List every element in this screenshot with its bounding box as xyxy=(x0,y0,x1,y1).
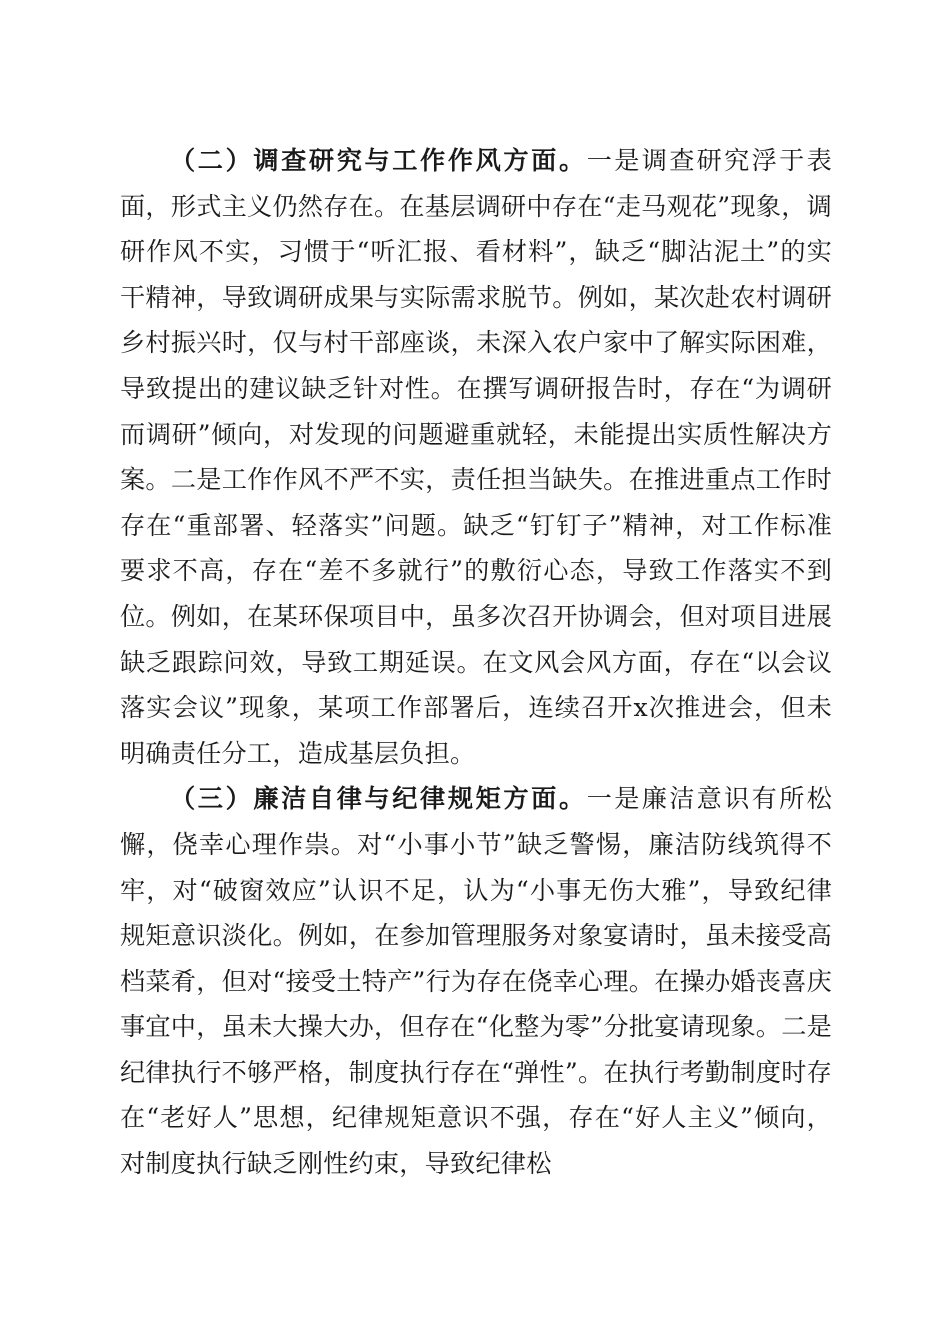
paragraph-body: 一是廉洁意识有所松懈，侥幸心理作祟。对“小事小节”缺乏警惕，廉洁防线筑得不牢，对“破窗效应”认识不足，认为“小事无伤大雅”，导致纪律规矩意识淡化。例如，在参加管理服务对象宴请时，虽未接受高档菜肴，但对“接受土特产”行为存在侥幸心理。在操办婚丧喜庆事宜中，虽未大操大办，但存在“化整为零”分批宴请现象。二是纪律执行不够严格，制度执行存在“弹性”。在执行考勤制度时存在“老好人”思想，纪律规矩意识不强，存在“好人主义”倾向，对制度执行缺乏刚性约束，导致纪律松 xyxy=(120,784,832,1179)
document-body xyxy=(120,138,832,1187)
paragraph-integrity-discipline xyxy=(120,776,832,1186)
section-heading-two: （二）调查研究与工作作风方面。 xyxy=(170,146,587,175)
paragraph-body: 一是调查研究浮于表面，形式主义仍然存在。在基层调研中存在“走马观花”现象，调研作风不实，习惯于“听汇报、看材料”，缺乏“脚沾泥土”的实干精神，导致调研成果与实际需求脱节。例如，某次赴农村调研乡村振兴时，仅与村干部座谈，未深入农户家中了解实际困难，导致提出的建议缺乏针对性。在撰写调研报告时，存在“为调研而调研”倾向，对发现的问题避重就轻，未能提出实质性解决方案。二是工作作风不严不实，责任担当缺失。在推进重点工作时存在“重部署、轻落实”问题。缺乏“钉钉子”精神，对工作标准要求不高，存在“差不多就行”的敷衍心态，导致工作落实不到位。例如，在某环保项目中，虽多次召开协调会，但对项目进展缺乏跟踪问效，导致工期延误。在文风会风方面，存在“以会议落实会议”现象，某项工作部署后，连续召开x次推进会，但未明确责任分工，造成基层负担。 xyxy=(120,146,832,768)
section-heading-three: （三）廉洁自律与纪律规矩方面。 xyxy=(170,784,587,814)
paragraph-investigation-work-style xyxy=(120,138,832,776)
